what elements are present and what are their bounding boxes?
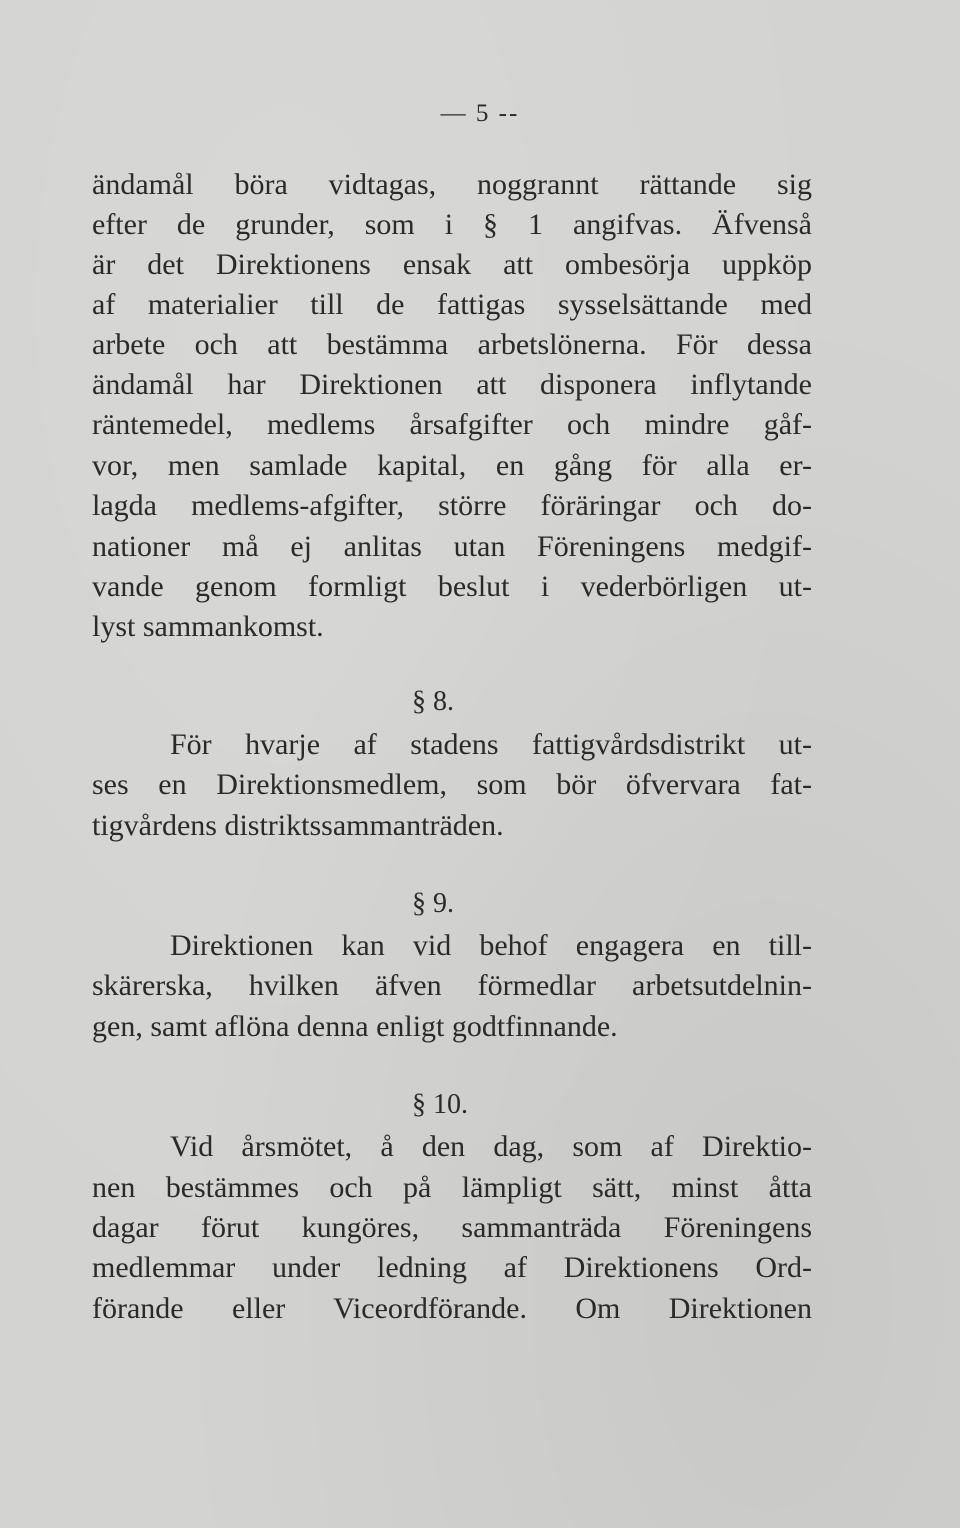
section-heading: § 10. <box>412 1089 468 1120</box>
text-line: Direktionen kan vid behof engagera en till- <box>170 929 812 962</box>
text-line: Vid årsmötet, å den dag, som af Direktio- <box>170 1130 812 1163</box>
text-line: lyst sammankomst. <box>92 610 324 643</box>
text-line: ändamål böra vidtagas, noggrannt rättande sig <box>92 168 812 201</box>
text-line: tigvårdens distriktssammanträden. <box>92 809 504 842</box>
text-line: räntemedel, medlems årsafgifter och mindre gåf- <box>92 408 812 441</box>
text-line: arbete och att bestämma arbetslönerna. För dessa <box>92 328 812 361</box>
section-heading: § 8. <box>412 686 454 717</box>
text-line: lagda medlems-afgifter, större föräringar och do- <box>92 489 812 522</box>
text-line: medlemmar under ledning af Direktionens Ord- <box>92 1251 812 1284</box>
page-number: — 5 -- <box>440 100 520 127</box>
text-line: efter de grunder, som i § 1 angifvas. Äfvenså <box>92 208 812 241</box>
text-line: af materialier till de fattigas sysselsättande med <box>92 288 812 321</box>
text-line: vande genom formligt beslut i vederbörligen ut- <box>92 570 812 603</box>
text-line: förande eller Viceordförande. Om Direktionen <box>92 1292 812 1325</box>
text-line: är det Direktionens ensak att ombesörja uppköp <box>92 248 812 281</box>
text-line: ses en Direktionsmedlem, som bör öfvervara fat- <box>92 768 812 801</box>
text-line: nen bestämmes och på lämpligt sätt, minst åtta <box>92 1171 812 1204</box>
text-line: ändamål har Direktionen att disponera inflytande <box>92 368 812 401</box>
text-line: skärerska, hvilken äfven förmedlar arbetsutdelnin- <box>92 969 812 1002</box>
text-line: dagar förut kungöres, sammanträda Föreningens <box>92 1211 812 1244</box>
text-line: gen, samt aflöna denna enligt godtfinnande. <box>92 1010 618 1043</box>
text-line: nationer må ej anlitas utan Föreningens medgif- <box>92 530 812 563</box>
text-line: vor, men samlade kapital, en gång för alla er- <box>92 449 812 482</box>
text-line: För hvarje af stadens fattigvårdsdistrikt ut- <box>170 728 812 761</box>
section-heading: § 9. <box>412 888 454 919</box>
